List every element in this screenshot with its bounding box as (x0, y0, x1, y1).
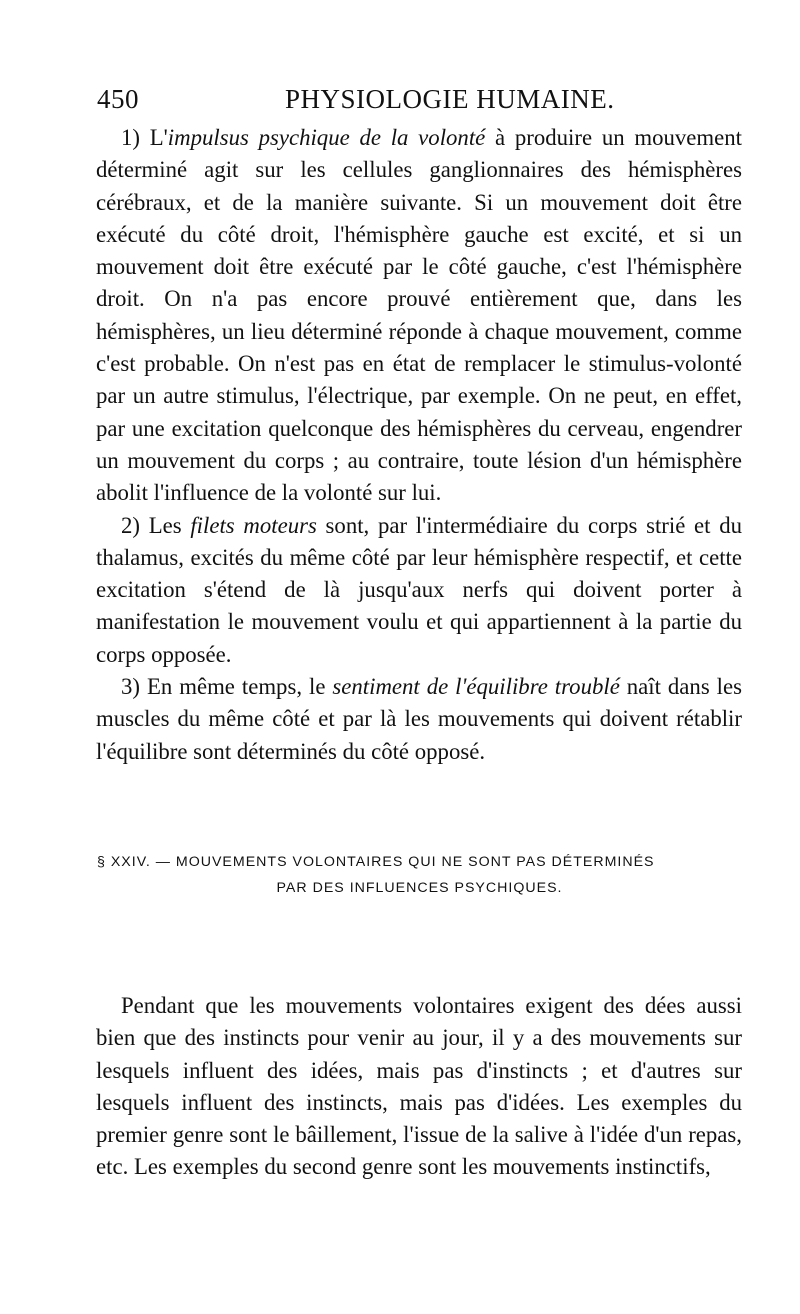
paragraph-2 (96, 510, 742, 671)
paragraph-2-italic: filets moteurs (190, 512, 317, 538)
page-number: 450 (97, 84, 139, 114)
section-heading-line-1: § XXIV. — MOUVEMENTS VOLONTAIRES QUI NE SONT PAS DÉTERMINÉS (97, 854, 655, 870)
paragraph-2-lead: 2) Les (121, 512, 191, 538)
section-heading-line-2: PAR DES INFLUENCES PSYCHIQUES. (276, 880, 563, 896)
main-text (96, 122, 742, 768)
paragraph-2-text: sont, par l'intermédiaire du corps strié et du thalamus, excités du même côté par leur hémisphère respectif, et cette excitation s'étend de là jusqu'aux nerfs qui doivent porter à manifestation le mouvement voulu et qui appartiennent à la partie du corps opposée. (96, 512, 742, 667)
running-title: PHYSIOLOGIE HUMAINE. (285, 84, 615, 114)
paragraph-1-text: à produire un mouvement déterminé agit sur les cellules ganglionnaires des hémisphères cérébraux, et de la manière suivante. Si un mouvement doit être exécuté du côté droit, l'hémisphère gauche est excité, et si un mouvement doit être exécuté par le côté gauche, c'est l'hémisphère droit. On n'a pas encore prouvé entièrement que, dans les hémisphères, un lieu déterminé réponde à chaque mouvement, comme c'est probable. On n'est pas en état de remplacer le stimulus-volonté par un autre stimulus, l'électrique, par exemple. On ne peut, en effet, par une excitation quelconque des hémisphères du cerveau, engendrer un mouvement du corps ; au contraire, toute lésion d'un hémisphère abolit l'influence de la volonté sur lui. (96, 125, 742, 506)
section-heading (97, 849, 742, 901)
paragraph-4: Pendant que les mouvements volontaires exigent des dées aussi bien que des instincts pour venir au jour, il y a des mouvements sur lesquels influent des idées, mais pas d'instincts ; et d'autres sur lesquels influent des instincts, mais pas d'idées. Les exemples du premier genre sont le bâillement, l'issue de la salive à l'idée d'un repas, etc. Les exemples du second genre sont les mouvements instinctifs, (96, 993, 742, 1180)
paragraph-3-italic: sentiment de l'équilibre troublé (332, 674, 620, 700)
running-header (97, 84, 737, 124)
paragraph-1 (96, 122, 742, 510)
paragraph-3 (96, 671, 742, 768)
paragraph-1-italic: impulsus psychique de la volonté (167, 125, 486, 150)
paragraph-3-text: naît dans les muscles du même côté et par là les mouvements qui doivent rétablir l'équilibre sont déterminés du côté opposé. (96, 674, 742, 764)
section-text (96, 990, 742, 1184)
paragraph-1-lead: 1) L' (121, 125, 168, 150)
paragraph-3-lead: 3) En même temps, le (121, 674, 333, 700)
